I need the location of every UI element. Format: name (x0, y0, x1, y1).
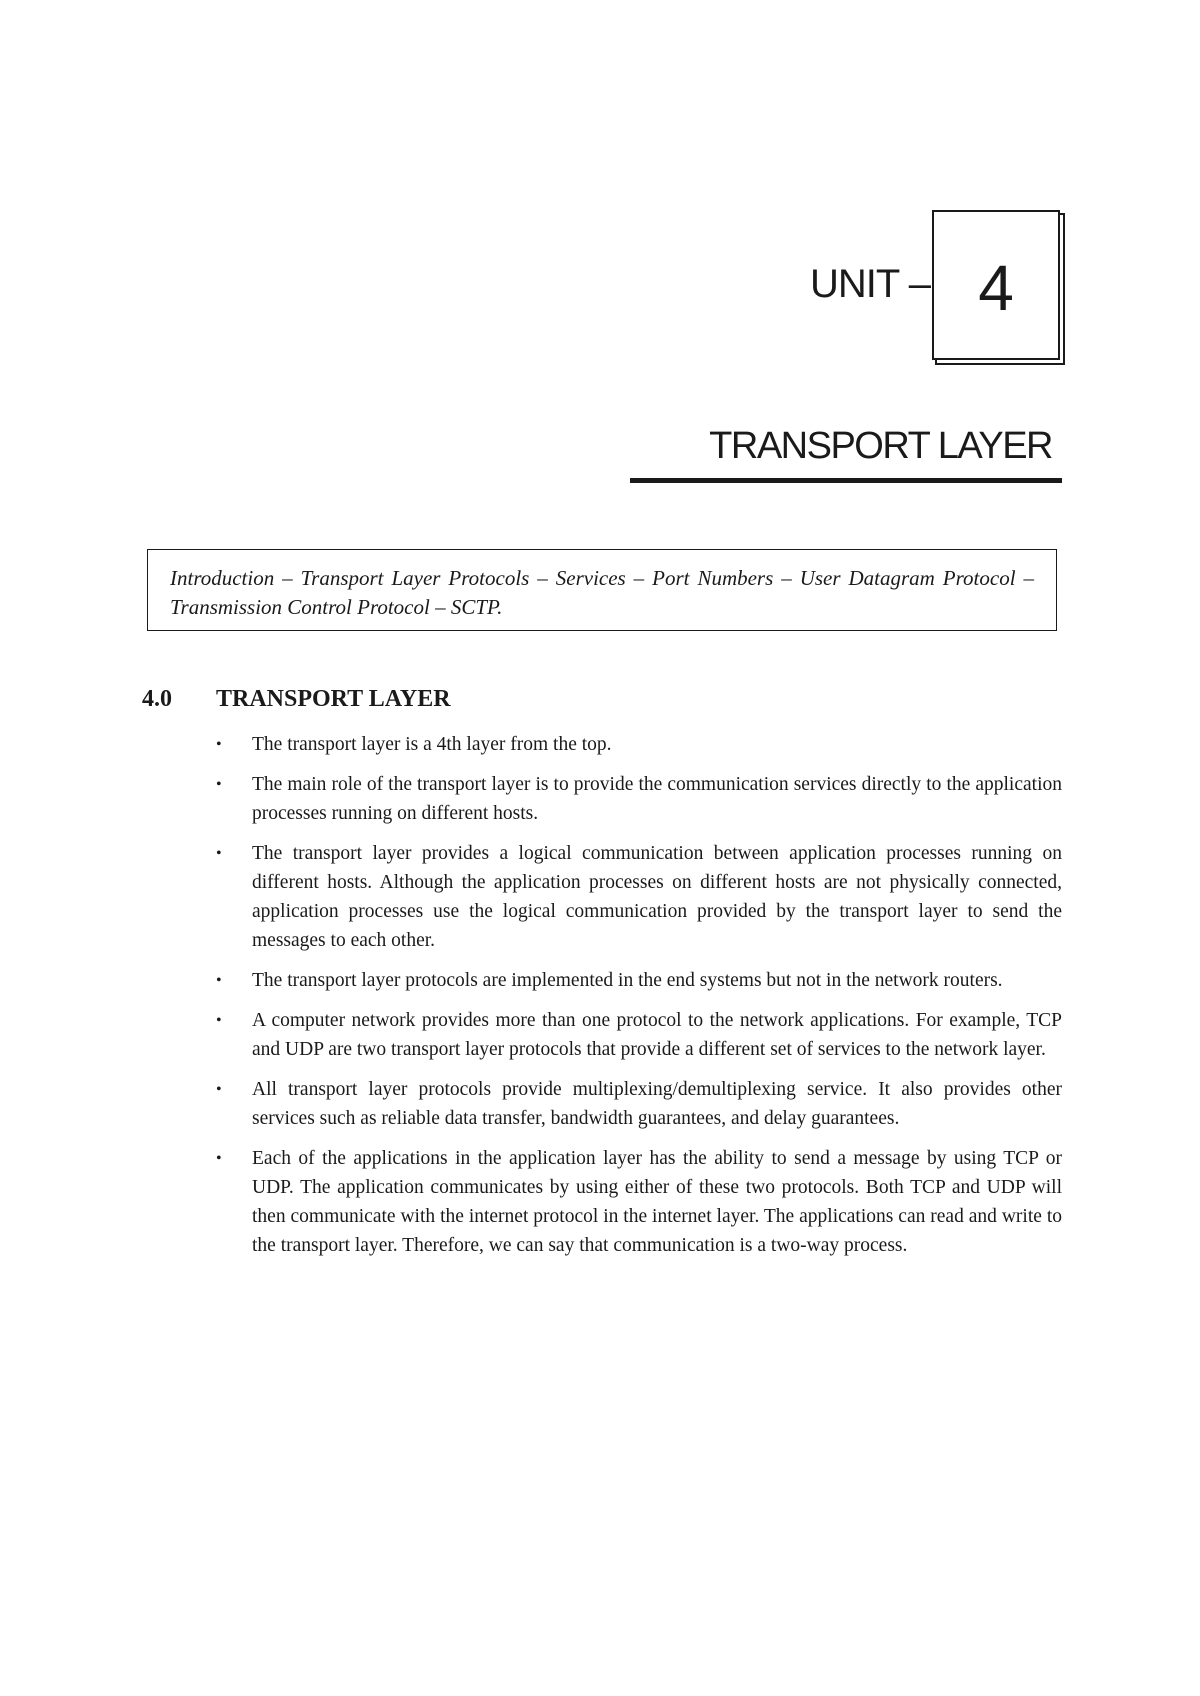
list-item (216, 730, 1062, 759)
bullet-text: A computer network provides more than one protocol to the network applications. For example, TCP and UDP are two transport layer protocols that provide a different set of services to the network layer. (252, 1010, 1062, 1060)
bullet-icon: • (216, 1081, 222, 1098)
bullet-icon: • (216, 972, 222, 989)
bullet-icon: • (216, 845, 222, 862)
bullet-text: The transport layer provides a logical communication between application processes running on different hosts. Although the application processes on different hosts are not physically connected, application processes use the logical communication provided by the transport layer to send the messages to each other. (252, 843, 1062, 951)
bullet-list (216, 730, 1062, 1271)
bullet-icon: • (216, 1012, 222, 1029)
list-item (216, 839, 1062, 955)
title-underline (630, 478, 1062, 483)
chapter-summary-box (147, 549, 1057, 631)
unit-number: 4 (978, 252, 1014, 324)
chapter-summary-text: Introduction – Transport Layer Protocols – Services – Port Numbers – User Datagram Protocol – Transmission Control Protocol – SCTP. (170, 566, 1034, 619)
bullet-text: Each of the applications in the application layer has the ability to send a message by using TCP or UDP. The application communicates by using either of these two protocols. Both TCP and UDP will then communicate with the internet protocol in the internet layer. The applications can read and write to the transport layer. Therefore, we can say that communication is a two-way process. (252, 1148, 1062, 1256)
bullet-text: The main role of the transport layer is to provide the communication services directly to the application processes running on different hosts. (252, 774, 1062, 824)
list-item (216, 770, 1062, 828)
section-heading (142, 686, 451, 713)
list-item (216, 1006, 1062, 1064)
unit-number-box (932, 210, 1060, 360)
chapter-title: TRANSPORT LAYER (709, 425, 1052, 467)
bullet-text: The transport layer protocols are implemented in the end systems but not in the network routers. (252, 970, 1003, 991)
list-item (216, 1144, 1062, 1260)
bullet-icon: • (216, 776, 222, 793)
section-title: TRANSPORT LAYER (216, 686, 451, 712)
bullet-icon: • (216, 1150, 222, 1167)
list-item (216, 966, 1062, 995)
bullet-text: The transport layer is a 4th layer from the top. (252, 734, 612, 755)
bullet-text: All transport layer protocols provide multiplexing/demultiplexing service. It also provides other services such as reliable data transfer, bandwidth guarantees, and delay guarantees. (252, 1079, 1062, 1129)
section-number: 4.0 (142, 686, 172, 712)
list-item (216, 1075, 1062, 1133)
bullet-icon: • (216, 736, 222, 753)
unit-label: UNIT – (810, 262, 930, 306)
